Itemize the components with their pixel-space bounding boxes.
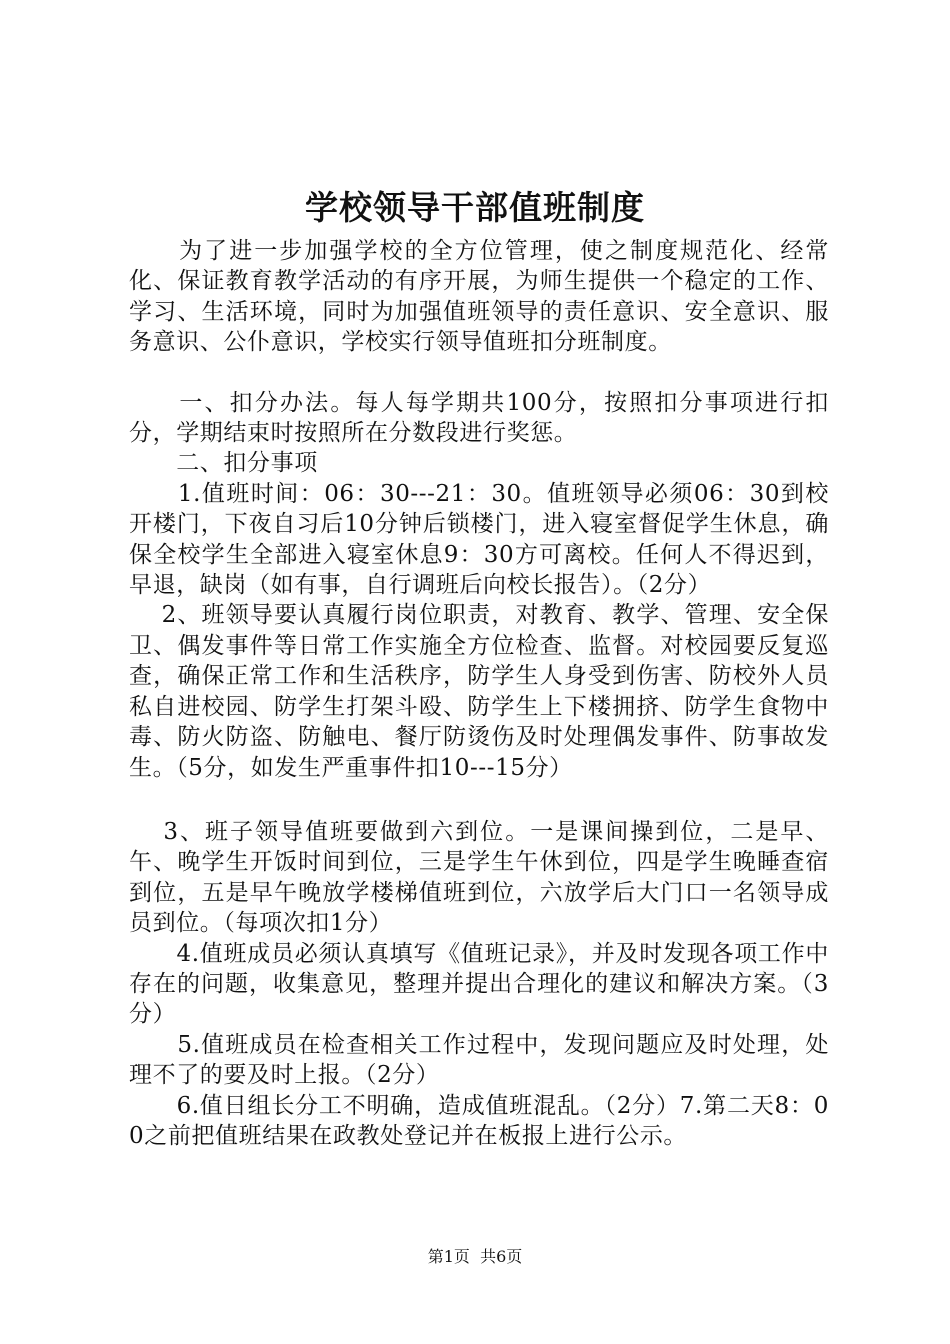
page-footer: 第1页 共6页: [427, 1247, 523, 1266]
document-body: [129, 236, 829, 1151]
item-4-paragraph: 4.值班成员必须认真填写《值班记录》，并及时发现各项工作中存在的问题，收集意见，整理并提出合理化的建议和解决方案。（3分）: [129, 940, 829, 1028]
intro-paragraph: 为了进一步加强学校的全方位管理，使之制度规范化、经常化、保证教育教学活动的有序开展，为师生提供一个稳定的工作、学习、生活环境，同时为加强值班领导的责任意识、安全意识、服务意识、公仆意识，学校实行领导值班扣分班制度。: [129, 238, 829, 356]
deduction-method-paragraph: 一、扣分办法。每人每学期共100分，按照扣分事项进行扣分，学期结束时按照所在分数段进行奖惩。: [129, 389, 829, 447]
item-5-paragraph: 5.值班成员在检查相关工作过程中，发现问题应及时处理，处理不了的要及时上报。（2分）: [129, 1031, 829, 1089]
item-3-paragraph: 3、班子领导值班要做到六到位。一是课间操到位，二是早、午、晚学生开饭时间到位，三是学生午休到位，四是学生晚睡查宿到位，五是早午晚放学楼梯值班到位，六放学后大门口一名领导成员到位。（每项次扣1分）: [129, 818, 829, 937]
document-title: 学校领导干部值班制度: [305, 188, 645, 227]
item-1-paragraph: 1.值班时间：06：30---21：30。值班领导必须06：30到校开楼门，下夜自习后10分钟后锁楼门，进入寝室督促学生休息，确保全校学生全部进入寝室休息9：30方可离校。任何人不得迟到，早退，缺岗（如有事，自行调班后向校长报告）。（2分）: [129, 480, 829, 599]
item-2-paragraph: 2、班领导要认真履行岗位职责，对教育、教学、管理、安全保卫、偶发事件等日常工作实施全方位检查、监督。对校园要反复巡查，确保正常工作和生活秩序，防学生人身受到伤害、防校外人员私自进校园、防学生打架斗殴、防学生上下楼拥挤、防学生食物中毒、防火防盗、防触电、餐厅防烫伤及时处理偶发事件、防事故发生。（5分，如发生严重事件扣10---15分）: [129, 602, 829, 781]
item-6-7-paragraph: 6.值日组长分工不明确，造成值班混乱。（2分）7.第二天8：00之前把值班结果在政教处登记并在板报上进行公示。: [129, 1092, 829, 1149]
deduction-items-heading: 二、扣分事项: [129, 450, 318, 477]
